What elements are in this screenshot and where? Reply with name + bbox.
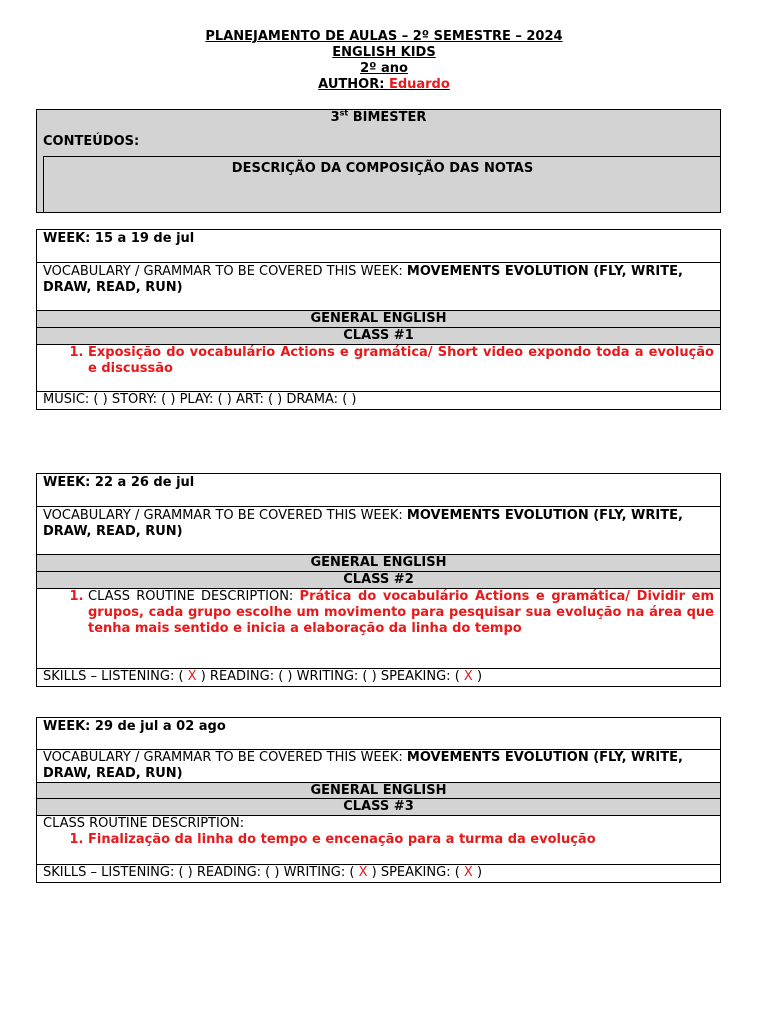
week-2-dates: WEEK: 22 a 26 de jul xyxy=(37,474,720,507)
header-author xyxy=(0,77,768,93)
week-3-vocabulary xyxy=(37,750,720,783)
week-1-section: GENERAL ENGLISH xyxy=(37,311,720,328)
vocab-value: MOVEMENTS EVOLUTION (FLY, WRITE, DRAW, READ, RUN) xyxy=(43,508,683,539)
list-item: 1. Finalização da linha do tempo e encenação para a turma da evolução xyxy=(88,832,714,848)
vocab-label: VOCABULARY / GRAMMAR TO BE COVERED THIS WEEK: xyxy=(43,264,407,279)
week-1-footer: MUSIC: ( ) STORY: ( ) PLAY: ( ) ART: ( ) DRAMA: ( ) xyxy=(43,392,357,407)
skills-label: SKILLS – LISTENING: ( xyxy=(43,669,188,684)
list-item xyxy=(88,589,714,637)
week-3-section: GENERAL ENGLISH xyxy=(37,783,720,799)
descricao-label: DESCRIÇÃO DA COMPOSIÇÃO DAS NOTAS xyxy=(231,161,534,176)
header-title: PLANEJAMENTO DE AULAS – 2º SEMESTRE – 2024 xyxy=(205,29,563,44)
week-1-content xyxy=(37,345,720,392)
skills-label: ) SPEAKING: ( xyxy=(367,865,464,880)
week-2-class: CLASS #2 xyxy=(37,572,720,589)
routine-text: Prática do vocabulário Actions e gramática/ Dividir em grupos, cada grupo escolhe um movimento para pesquisar sua evolução na área que tenha mais sentido e inicia a elaboração da linha do tempo xyxy=(88,589,714,636)
bimester-title xyxy=(37,110,720,125)
header-grade: 2º ano xyxy=(360,61,408,76)
week-2-content xyxy=(37,589,720,669)
week-3-class: CLASS #3 xyxy=(37,799,720,816)
week-3-list xyxy=(43,832,714,848)
speaking-mark: X xyxy=(463,669,473,684)
bimester-suffix: st xyxy=(339,108,349,118)
vocab-value: MOVEMENTS EVOLUTION (FLY, WRITE, DRAW, READ, RUN) xyxy=(43,750,683,781)
skills-end: ) xyxy=(472,865,483,880)
week-3-table xyxy=(36,717,721,883)
week-1-vocabulary xyxy=(37,263,720,311)
bimester-number: 3 xyxy=(330,110,340,125)
vocab-label: VOCABULARY / GRAMMAR TO BE COVERED THIS WEEK: xyxy=(43,750,407,765)
skills-label: SKILLS – LISTENING: ( ) READING: ( ) WRITING: ( xyxy=(43,865,359,880)
week-1-list xyxy=(43,345,714,377)
skills-label: ) READING: ( ) WRITING: ( ) SPEAKING: ( xyxy=(196,669,464,684)
list-item: 1. Exposição do vocabulário Actions e gramática/ Short video expondo toda a evolução e discussão xyxy=(88,345,714,377)
bimester-box xyxy=(36,109,721,213)
week-1-table xyxy=(36,229,721,410)
listening-mark: X xyxy=(187,669,197,684)
header-course: ENGLISH KIDS xyxy=(332,45,436,60)
week-1-dates: WEEK: 15 a 19 de jul xyxy=(37,230,720,263)
document-header xyxy=(0,29,768,93)
skills-end: ) xyxy=(472,669,483,684)
speaking-mark: X xyxy=(463,865,473,880)
vocab-label: VOCABULARY / GRAMMAR TO BE COVERED THIS WEEK: xyxy=(43,508,407,523)
author-label: AUTHOR: xyxy=(318,77,389,92)
conteudos-label: CONTEÚDOS: xyxy=(43,134,140,149)
week-2-table xyxy=(36,473,721,687)
routine-label: CLASS ROUTINE DESCRIPTION: xyxy=(88,589,300,604)
writing-mark: X xyxy=(358,865,368,880)
routine-label: CLASS ROUTINE DESCRIPTION: xyxy=(43,816,245,831)
week-1-class: CLASS #1 xyxy=(37,328,720,345)
week-3-skills xyxy=(37,865,720,882)
week-2-section: GENERAL ENGLISH xyxy=(37,555,720,572)
author-name: Eduardo xyxy=(388,77,450,92)
week-2-skills xyxy=(37,669,720,686)
vocab-value: MOVEMENTS EVOLUTION (FLY, WRITE, DRAW, READ, RUN) xyxy=(43,264,683,295)
week-2-vocabulary xyxy=(37,507,720,555)
bimester-label: BIMESTER xyxy=(348,110,427,125)
week-3-dates: WEEK: 29 de jul a 02 ago xyxy=(37,718,720,750)
week-2-list xyxy=(43,589,714,637)
week-3-content xyxy=(37,816,720,865)
descricao-box xyxy=(43,156,721,213)
